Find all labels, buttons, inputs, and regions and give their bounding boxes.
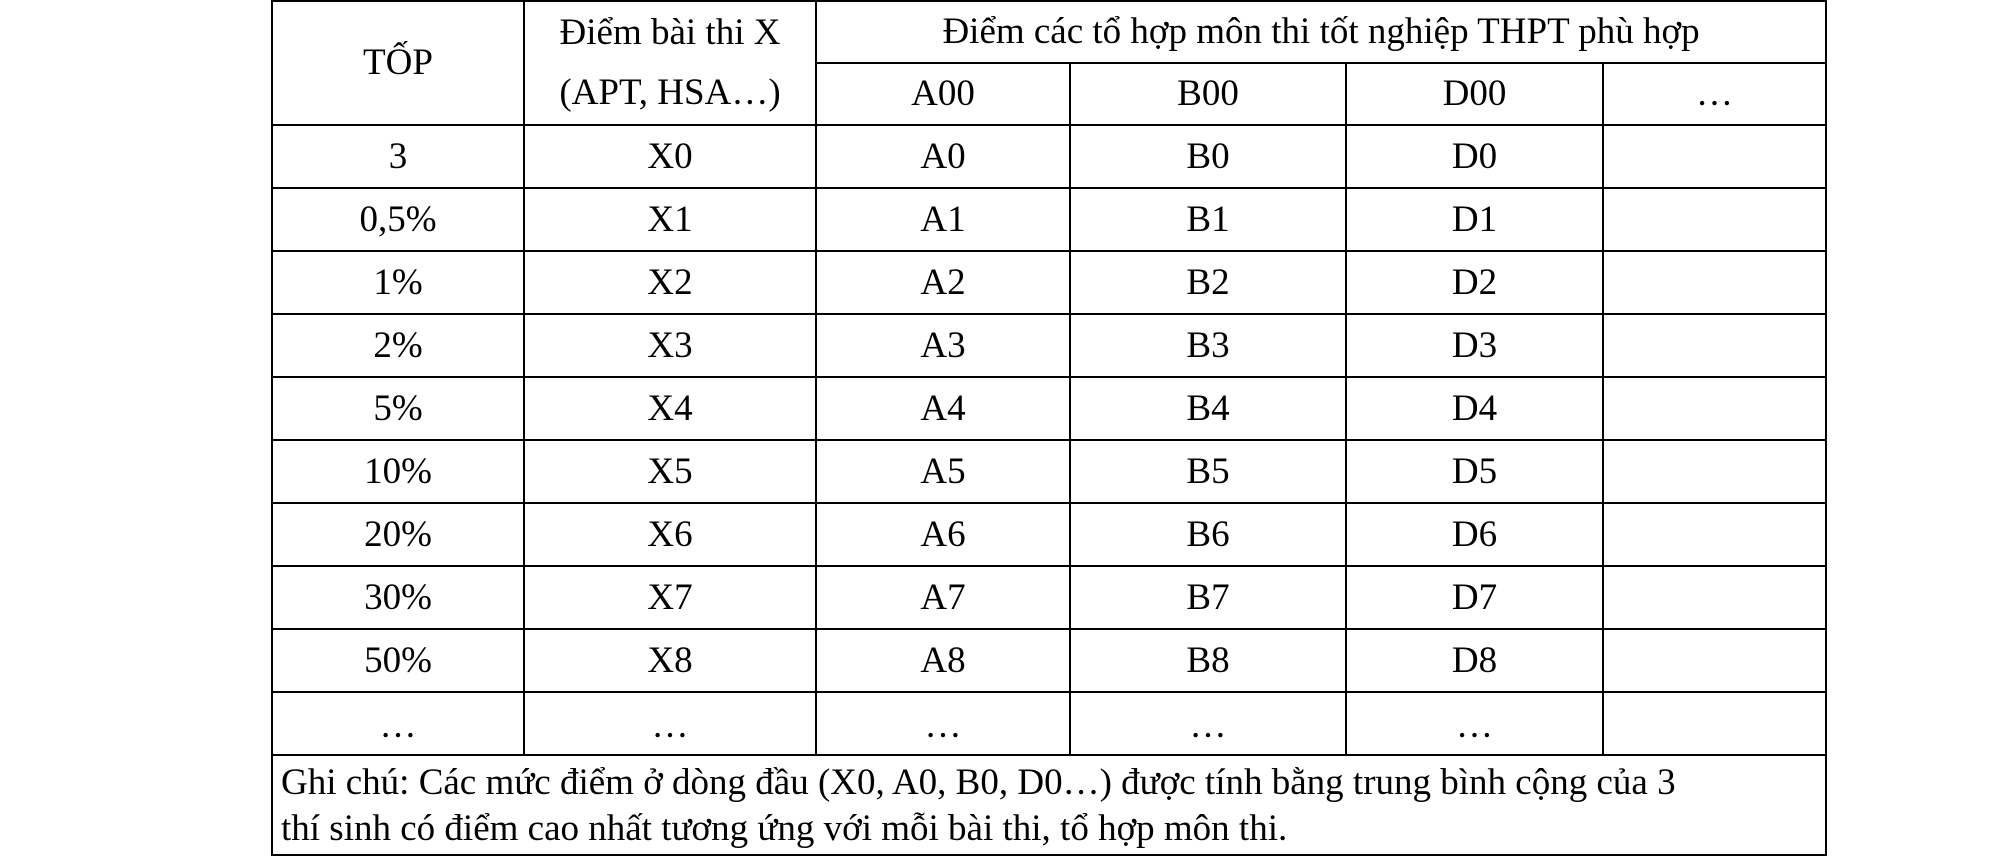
- cell-b: …: [1070, 692, 1346, 755]
- header-x-line1: Điểm bài thi X: [559, 12, 781, 53]
- cell-a: A6: [816, 503, 1070, 566]
- cell-top: 5%: [272, 377, 524, 440]
- header-d00: D00: [1346, 63, 1603, 125]
- cell-x: X2: [524, 251, 816, 314]
- cell-a: A8: [816, 629, 1070, 692]
- cell-extra: [1603, 440, 1826, 503]
- header-x-score: [524, 1, 816, 125]
- cell-x: X7: [524, 566, 816, 629]
- header-row-1: [272, 1, 1826, 63]
- cell-x: X8: [524, 629, 816, 692]
- cell-extra: [1603, 188, 1826, 251]
- header-x-line2: (APT, HSA…): [559, 72, 781, 113]
- cell-d: D5: [1346, 440, 1603, 503]
- cell-b: B7: [1070, 566, 1346, 629]
- table-row: [272, 377, 1826, 440]
- cell-b: B1: [1070, 188, 1346, 251]
- cell-b: B2: [1070, 251, 1346, 314]
- cell-a: A2: [816, 251, 1070, 314]
- cell-top: …: [272, 692, 524, 755]
- cell-top: 0,5%: [272, 188, 524, 251]
- cell-extra: [1603, 692, 1826, 755]
- cell-d: D8: [1346, 629, 1603, 692]
- cell-top: 1%: [272, 251, 524, 314]
- cell-extra: [1603, 503, 1826, 566]
- cell-x: X3: [524, 314, 816, 377]
- table-row: [272, 440, 1826, 503]
- cell-d: …: [1346, 692, 1603, 755]
- cell-x: X0: [524, 125, 816, 188]
- cell-b: B4: [1070, 377, 1346, 440]
- cell-extra: [1603, 629, 1826, 692]
- table-row: [272, 125, 1826, 188]
- table-row: [272, 251, 1826, 314]
- table-note: [272, 755, 1826, 855]
- cell-top: 2%: [272, 314, 524, 377]
- cell-b: B3: [1070, 314, 1346, 377]
- table-row: [272, 314, 1826, 377]
- cell-x: …: [524, 692, 816, 755]
- cell-extra: [1603, 251, 1826, 314]
- table-row: [272, 503, 1826, 566]
- cell-d: D0: [1346, 125, 1603, 188]
- table-row: [272, 566, 1826, 629]
- note-row: [272, 755, 1826, 855]
- cell-d: D7: [1346, 566, 1603, 629]
- cell-d: D3: [1346, 314, 1603, 377]
- header-subject-group: Điểm các tổ hợp môn thi tốt nghiệp THPT phù hợp: [816, 1, 1826, 63]
- header-a00: A00: [816, 63, 1070, 125]
- header-more: …: [1603, 63, 1826, 125]
- table-row-ellipsis: [272, 692, 1826, 755]
- cell-a: A5: [816, 440, 1070, 503]
- cell-x: X4: [524, 377, 816, 440]
- cell-a: …: [816, 692, 1070, 755]
- cell-b: B5: [1070, 440, 1346, 503]
- cell-d: D4: [1346, 377, 1603, 440]
- table-row: [272, 629, 1826, 692]
- cell-a: A0: [816, 125, 1070, 188]
- cell-extra: [1603, 377, 1826, 440]
- cell-x: X1: [524, 188, 816, 251]
- cell-top: 20%: [272, 503, 524, 566]
- cell-extra: [1603, 566, 1826, 629]
- score-table: [271, 0, 1827, 856]
- table-row: [272, 188, 1826, 251]
- cell-extra: [1603, 314, 1826, 377]
- cell-top: 10%: [272, 440, 524, 503]
- cell-x: X6: [524, 503, 816, 566]
- cell-a: A4: [816, 377, 1070, 440]
- cell-top: 30%: [272, 566, 524, 629]
- cell-a: A7: [816, 566, 1070, 629]
- cell-b: B0: [1070, 125, 1346, 188]
- header-b00: B00: [1070, 63, 1346, 125]
- cell-b: B8: [1070, 629, 1346, 692]
- cell-d: D6: [1346, 503, 1603, 566]
- cell-b: B6: [1070, 503, 1346, 566]
- cell-d: D1: [1346, 188, 1603, 251]
- note-line-1: Ghi chú: Các mức điểm ở dòng đầu (X0, A0, B0, D0…) được tính bằng trung bình cộng của 3: [281, 762, 1676, 803]
- cell-a: A3: [816, 314, 1070, 377]
- cell-x: X5: [524, 440, 816, 503]
- header-top: TỐP: [272, 1, 524, 125]
- cell-top: 50%: [272, 629, 524, 692]
- cell-a: A1: [816, 188, 1070, 251]
- cell-extra: [1603, 125, 1826, 188]
- note-line-2: thí sinh có điểm cao nhất tương ứng với mỗi bài thi, tổ hợp môn thi.: [281, 808, 1288, 849]
- cell-d: D2: [1346, 251, 1603, 314]
- cell-top: 3: [272, 125, 524, 188]
